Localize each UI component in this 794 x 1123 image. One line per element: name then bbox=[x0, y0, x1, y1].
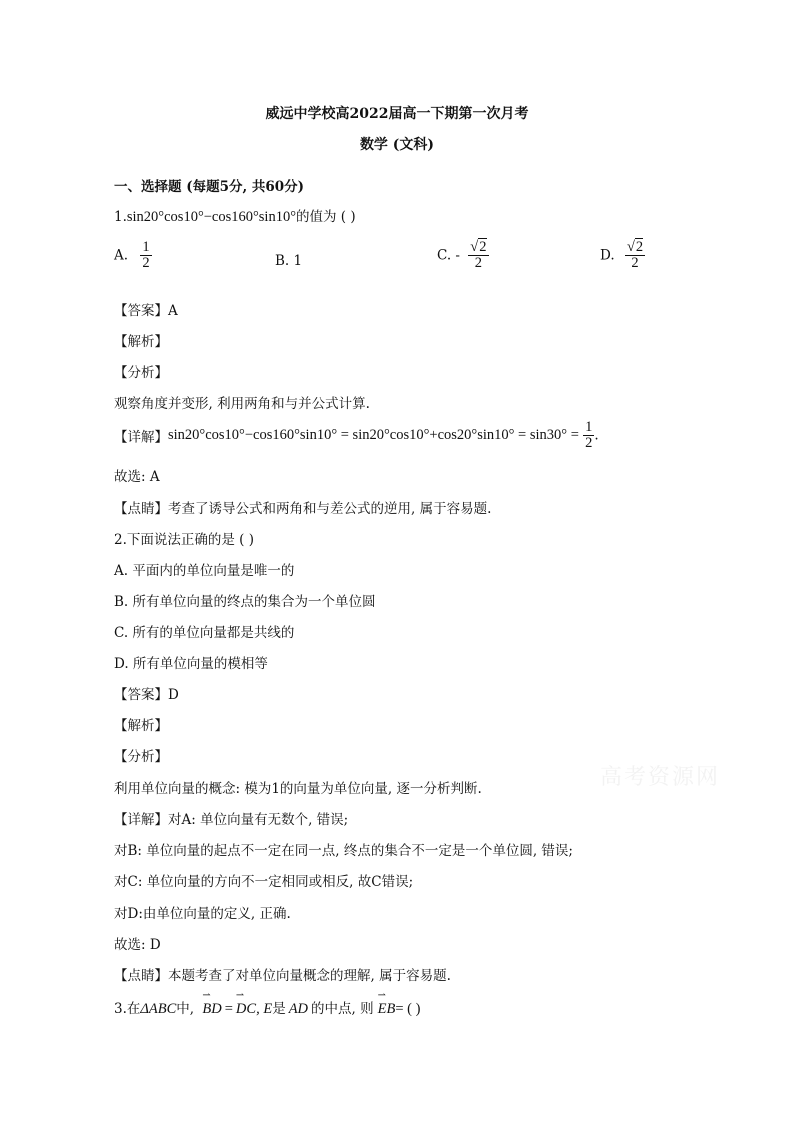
watermark: 高考资源网 bbox=[600, 765, 721, 790]
question-2-option-d: D. 所有单位向量的模相等 bbox=[114, 656, 268, 672]
question-2-fenxi-text: 利用单位向量的概念: 模为1的向量为单位向量, 逐一分析判断. bbox=[114, 781, 482, 797]
question-1-detail: 【详解】sin20°cos10°−cos160°sin10° = sin20°cos10°+cos20°sin10° = sin30° = $\frac{1}{2}$ . bbox=[114, 419, 599, 452]
question-2-detail-a: 【详解】对A: 单位向量有无数个, 错误; bbox=[114, 812, 349, 828]
question-2-stem: 2.下面说法正确的是 ( ) bbox=[114, 532, 254, 548]
question-3-stem: 3.在ΔABC中, ⇀ BD =⇀ DC, E是 AD 的中点, 则⇀ EB= ( ) bbox=[114, 997, 420, 1018]
question-1-stem: 1.sin20°cos10°−cos160°sin10°的值为 ( ) bbox=[114, 209, 356, 225]
question-1-fenxi: 【分析】 bbox=[114, 365, 168, 381]
question-2-answer: 【答案】D bbox=[114, 687, 179, 703]
question-1-option-b: B. 1 bbox=[275, 253, 303, 269]
section-heading: 一、选择题 (每题5分, 共60分) bbox=[114, 179, 305, 195]
question-2-detail-d: 对D:由单位向量的定义, 正确. bbox=[114, 906, 291, 922]
question-2-detail-c: 对C: 单位向量的方向不一定相同或相反, 故C错误; bbox=[114, 874, 414, 890]
question-2-fenxi: 【分析】 bbox=[114, 749, 168, 765]
question-1-choose: 故选: A bbox=[114, 469, 160, 485]
page-subtitle: 数学 (文科) bbox=[359, 137, 435, 153]
question-2-option-b: B. 所有单位向量的终点的集合为一个单位圆 bbox=[114, 594, 376, 610]
question-2-option-c: C. 所有的单位向量都是共线的 bbox=[114, 625, 295, 641]
question-1-dianjing: 【点睛】考查了诱导公式和两角和与差公式的逆用, 属于容易题. bbox=[114, 501, 492, 517]
question-2-jiexi: 【解析】 bbox=[114, 718, 168, 734]
question-1-answer: 【答案】A bbox=[114, 303, 178, 319]
question-1-option-c: C. - $\frac{√2}{2}$ bbox=[437, 239, 487, 272]
question-1-fenxi-text: 观察角度并变形, 利用两角和与并公式计算. bbox=[114, 396, 370, 412]
page-title: 威远中学校高2022届高一下期第一次月考 bbox=[265, 106, 529, 122]
question-2-dianjing: 【点睛】本题考查了对单位向量概念的理解, 属于容易题. bbox=[114, 968, 451, 984]
question-1-option-a: A. $\frac{1}{2}$ bbox=[114, 239, 150, 272]
question-2-choose: 故选: D bbox=[114, 937, 161, 953]
question-1-jiexi: 【解析】 bbox=[114, 334, 168, 350]
question-2-detail-b: 对B: 单位向量的起点不一定在同一点, 终点的集合不一定是一个单位圆, 错误; bbox=[114, 843, 573, 859]
question-1-option-d: D. $\frac{√2}{2}$ bbox=[600, 239, 644, 272]
question-2-option-a: A. 平面内的单位向量是唯一的 bbox=[114, 563, 295, 579]
